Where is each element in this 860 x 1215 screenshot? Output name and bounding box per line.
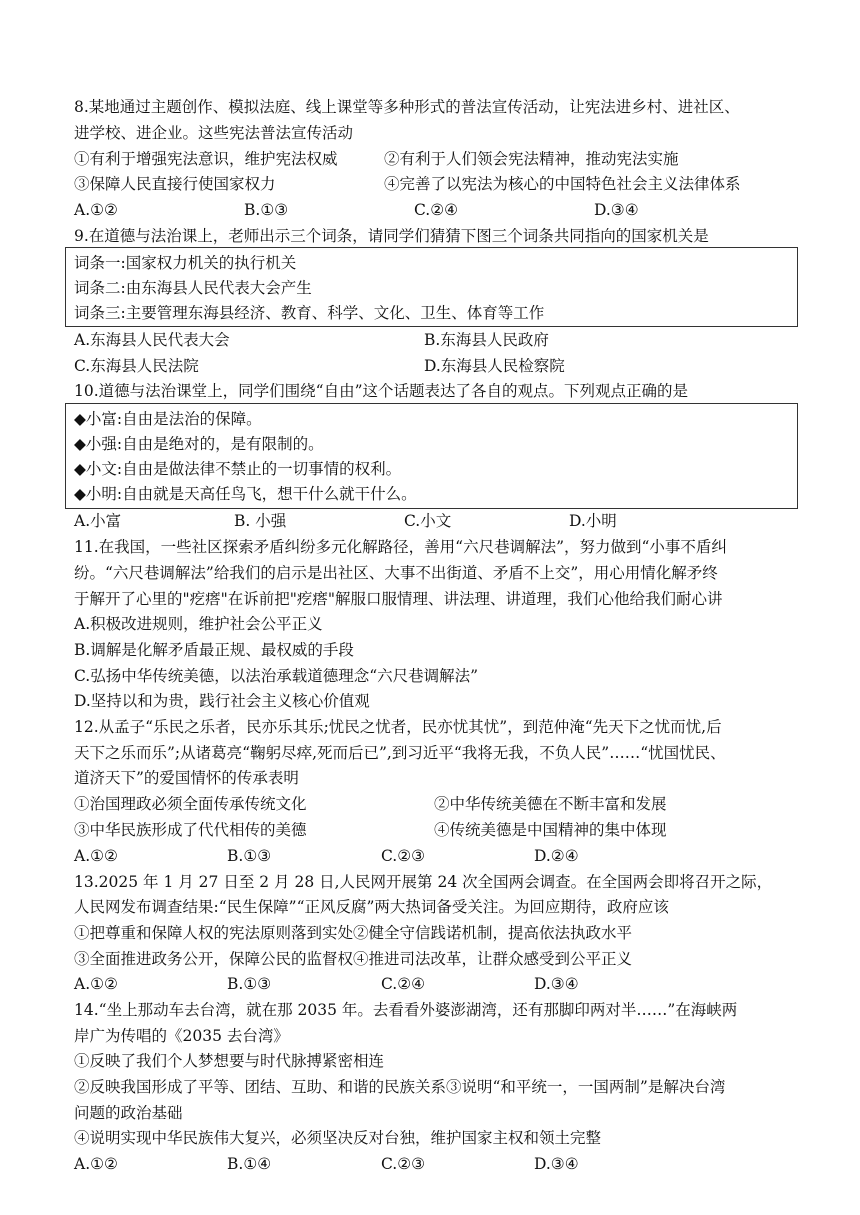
q14-option-c: C.②③ (381, 1155, 426, 1173)
q11-option-d: D.坚持以和为贵，践行社会主义核心价值观 (74, 692, 370, 710)
q13-stem-line2: 人民网发布调查结果:“民生保障”“正风反腐”两大热词备受关注。为回应期待，政府应该 (74, 898, 669, 916)
q14-statements-2-3-line1: ②反映我国形成了平等、团结、互助、和谐的民族关系③说明“和平统一，一国两制”是解决台湾 (74, 1078, 726, 1096)
q14-statements-2-3-line2: 问题的政治基础 (74, 1104, 183, 1122)
q13-option-c: C.②④ (381, 975, 426, 993)
q13-option-d: D.③④ (534, 975, 579, 993)
q10-option-c: C.小文 (404, 512, 452, 530)
q8-option-c: C.②④ (414, 201, 459, 219)
q9-clue-1: 词条一:国家权力机关的执行机关 (74, 254, 297, 272)
q14-statement-4: ④说明实现中华民族伟大复兴，必须坚决反对台独，维护国家主权和领土完整 (74, 1129, 602, 1147)
q9-stem: 9.在道德与法治课上，老师出示三个词条，请同学们猜猜下图三个词条共同指向的国家机关是 (74, 227, 709, 245)
q8-statement-3: ③保障人民直接行使国家权力 (74, 175, 276, 193)
q13-option-a: A.①② (74, 975, 118, 993)
q12-stem-line3: 道济天下”的爱国情怀的传承表明 (74, 769, 299, 787)
q10-option-a: A.小富 (74, 512, 122, 530)
q11-option-c: C.弘扬中华传统美德，以法治承载道德理念“六尺巷调解法” (74, 667, 479, 685)
q14-stem-line2: 岸广为传唱的《2035 去台湾》 (74, 1027, 289, 1045)
q14-option-d: D.③④ (534, 1155, 579, 1173)
q9-clue-2: 词条二:由东海县人民代表大会产生 (74, 279, 312, 297)
q8-stem-line2: 进学校、进企业。这些宪法普法宣传活动 (74, 124, 354, 142)
q14-statement-1: ①反映了我们个人梦想要与时代脉搏紧密相连 (74, 1052, 385, 1070)
q12-statement-2: ②中华传统美德在不断丰富和发展 (434, 795, 667, 813)
q9-option-b: B.东海县人民政府 (424, 331, 549, 349)
q8-statement-1: ①有利于增强宪法意识，维护宪法权威 (74, 150, 338, 168)
q12-stem-line2: 天下之乐而乐”;从诸葛亮“鞠躬尽瘁,死而后已”,到习近平“我将无我，不负人民”……“忧国忧民、 (74, 744, 726, 762)
q10-option-d: D.小明 (569, 512, 617, 530)
q11-stem-line1: 11.在我国，一些社区探索矛盾纠纷多元化解路径，善用“六尺巷调解法”，努力做到“小事不盾纠 (74, 538, 727, 556)
q14-option-b: B.①④ (227, 1155, 272, 1173)
q9-option-c: C.东海县人民法院 (74, 357, 199, 375)
q9-option-a: A.东海县人民代表大会 (74, 331, 230, 349)
q10-opinion-box (65, 403, 798, 509)
q10-opinion-1: ◆小富:自由是法治的保障。 (74, 410, 262, 428)
q9-clue-3: 词条三:主要管理东海县经济、教育、科学、文化、卫生、体育等工作 (74, 304, 545, 322)
q10-stem: 10.道德与法治课堂上，同学们围绕“自由”这个话题表达了各自的观点。下列观点正确的是 (74, 382, 689, 400)
q12-option-c: C.②③ (381, 847, 426, 865)
q12-option-b: B.①③ (227, 847, 272, 865)
q9-clue-box (65, 247, 798, 327)
q12-statement-3: ③中华民族形成了代代相传的美德 (74, 821, 307, 839)
q14-option-a: A.①② (74, 1155, 118, 1173)
q10-opinion-4: ◆小明:自由就是天高任鸟飞，想干什么就干什么。 (74, 485, 417, 503)
q11-stem-line3: 于解开了心里的"疙瘩"在诉前把"疙瘩"解服口服情理、讲法理、讲道理，我们心他给我们耐心讲 (74, 590, 723, 608)
q8-stem-line1: 8.某地通过主题创作、模拟法庭、线上课堂等多种形式的普法宣传活动，让宪法进乡村、进社区、 (74, 98, 740, 116)
q8-option-b: B.①③ (244, 201, 289, 219)
q9-option-d: D.东海县人民检察院 (424, 357, 565, 375)
q14-stem-line1: 14.“坐上那动车去台湾，就在那 2035 年。去看看外婆澎湖湾，还有那脚印两对半……”在海峡两 (74, 1001, 738, 1019)
q11-option-b: B.调解是化解矛盾最正规、最权威的手段 (74, 641, 354, 659)
q8-statement-4: ④完善了以宪法为核心的中国特色社会主义法律体系 (384, 175, 741, 193)
q10-option-b: B. 小强 (234, 512, 287, 530)
q10-opinion-2: ◆小强:自由是绝对的，是有限制的。 (74, 435, 324, 453)
q13-stem-line1: 13.2025 年 1 月 27 日至 2 月 28 日,人民网开展第 24 次全国两会调查。在全国两会即将召开之际， (74, 873, 773, 891)
q12-statement-4: ④传统美德是中国精神的集中体现 (434, 821, 667, 839)
q13-statements-3-4: ③全面推进政务公开，保障公民的监督权④推进司法改革，让群众感受到公平正义 (74, 950, 633, 968)
q10-opinion-3: ◆小文:自由是做法律不禁止的一切事情的权利。 (74, 460, 402, 478)
q11-stem-line2: 纷。“六尺巷调解法”给我们的启示是出社区、大事不出街道、矛盾不上交”，用心用情化解矛终 (74, 564, 718, 582)
q12-option-a: A.①② (74, 847, 118, 865)
q12-statement-1: ①治国理政必须全面传承传统文化 (74, 795, 307, 813)
q8-option-a: A.①② (74, 201, 118, 219)
q13-statements-1-2: ①把尊重和保障人权的宪法原则落到实处②健全守信践诺机制，提高依法执政水平 (74, 924, 633, 942)
q8-option-d: D.③④ (594, 201, 639, 219)
q12-stem-line1: 12.从孟子“乐民之乐者，民亦乐其乐;忧民之忧者，民亦忧其忧”，到范仲淹“先天下之忧而忧,后 (74, 718, 722, 736)
q13-option-b: B.①③ (227, 975, 272, 993)
q12-option-d: D.②④ (534, 847, 579, 865)
q11-option-a: A.积极改进规则，维护社会公平正义 (74, 615, 323, 633)
q8-statement-2: ②有利于人们领会宪法精神，推动宪法实施 (384, 150, 679, 168)
